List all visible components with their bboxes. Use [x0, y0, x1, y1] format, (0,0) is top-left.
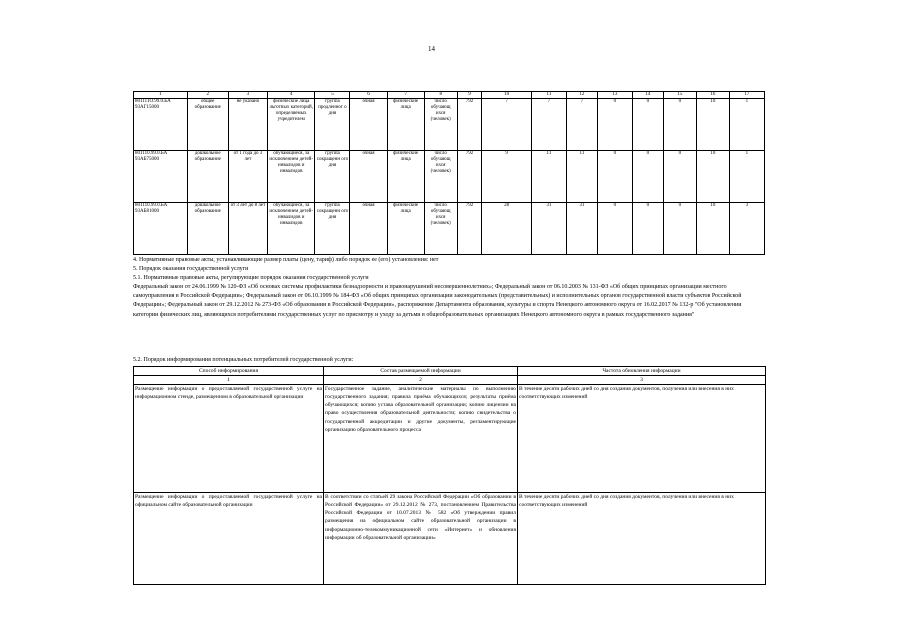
table-cell: 801110.99.0.БА 93АБ75000 [134, 151, 188, 203]
table-cell: обучающиеся, за исключением детей-инвалидов и инвалидов [268, 151, 315, 203]
table-cell: 10 [696, 99, 729, 151]
table-cell: физические лица [387, 151, 424, 203]
col-number: 8 [424, 92, 457, 99]
paragraph-4: 4. Нормативные правовые акты, устанавливающие размер платы (цену, тариф) либо порядок ее (его) установления: нет [133, 257, 439, 263]
table-cell: очная [350, 99, 387, 151]
col-number: 4 [268, 92, 315, 99]
table2-header-row [134, 367, 766, 376]
table-row [134, 493, 766, 585]
table2-number-row [134, 376, 766, 385]
table-cell: число обучающ ихся (человек) [424, 203, 457, 255]
table-cell: физические лица [387, 99, 424, 151]
table-row [134, 203, 765, 255]
paragraph-5-2: 5.2. Порядок информирования потенциальных потребителей государственной услуги: [133, 357, 354, 363]
table-cell: 792 [457, 151, 482, 203]
table-cell: 11 [531, 151, 566, 203]
col-number: 1 [134, 92, 188, 99]
table-cell: дошкольное образование [187, 203, 228, 255]
frequency-cell: В течение десяти рабочих дней со дня создания документов, получения или внесения в них соответствующих изменений [518, 385, 766, 493]
paragraph-5-1-body: Федеральный закон от 24.06.1999 № 120-ФЗ «Об основах системы профилактики безнадзорности и правонарушений несовершеннолетних»; Федеральный закон от 06.10.2003 № 131-ФЗ «Об общих принципах организации местного самоуправления в Российской Федерации»; Федеральный закон от 06.10.1999 № 184-ФЗ «Об общих принципах организации законодательных (представительных) и исполнительных органов государственной власти субъектов Российской Федерации»; Федеральный закон от 29.12.2012 № 273-ФЗ «Об образовании в Российской Федерации», распоряжение Департамента образования, культуры и спорта Ненецкого автономного округа от 16.02.2017 № 132-р "Об установлении категории физических лиц, являющихся потребителями государственных услуг по присмотру и уходу за детьми в общеобразовательных организациях Ненецкого автономного округа в рамках государственного задания" [133, 284, 742, 318]
table-cell: 7 [566, 99, 597, 151]
col-number: 1 [134, 376, 324, 385]
table-row [134, 151, 765, 203]
table-cell: 9 [482, 151, 531, 203]
table-cell: 3 [729, 203, 764, 255]
table-cell: от 1 года до 3 лет [228, 151, 267, 203]
table-cell: число обучающ ихся (человек) [424, 99, 457, 151]
content-cell: Государственное задание, аналитические материалы по выполнению государственного задания; правила приёма обучающихся; результаты приёма обучающихся; копию устава образовательной организации; копию лицензии на право осуществления образовательной деятельности; копию свидетельства о государственной аккредитации и другие документы, регламентирующие организацию образовательного процесса [324, 385, 518, 493]
table-cell: группа продленног о дня [315, 99, 350, 151]
table-cell: очная [350, 203, 387, 255]
table-cell: 0 [663, 203, 696, 255]
table-cell: 801110.99.0.БА 93АБ81000 [134, 203, 188, 255]
services-volume-table [133, 91, 765, 255]
col-number: 3 [518, 376, 766, 385]
table-cell: группа сокращенн ого дня [315, 203, 350, 255]
page-number: 14 [428, 45, 435, 53]
table-cell: 7 [482, 99, 531, 151]
table-cell: 0 [663, 99, 696, 151]
col-number: 5 [315, 92, 350, 99]
col-number: 3 [228, 92, 267, 99]
header-content: Состав размещаемой информации [324, 367, 518, 376]
table-cell: от 3 лет до 8 лет [228, 203, 267, 255]
table-cell: 792 [457, 99, 482, 151]
table-cell: 10 [696, 203, 729, 255]
header-method: Способ информирования [134, 367, 324, 376]
table1-column-numbers [134, 92, 765, 99]
table-cell: 0 [663, 151, 696, 203]
table-cell: очная [350, 151, 387, 203]
paragraph-5: 5. Порядок оказания государственной услуги [133, 266, 249, 273]
legal-acts-section [133, 256, 765, 320]
table-cell: 0 [632, 99, 663, 151]
table-cell: 801111О.99.0.БА 93АГ15000 [134, 99, 188, 151]
col-number: 9 [457, 92, 482, 99]
table-cell: 0 [632, 151, 663, 203]
informing-table [133, 366, 766, 585]
table-row [134, 385, 766, 493]
table-cell: 31 [531, 203, 566, 255]
col-number: 2 [187, 92, 228, 99]
table-cell: 10 [696, 151, 729, 203]
table-cell: 31 [566, 203, 597, 255]
table-cell: физические лица [387, 203, 424, 255]
table-cell: 7 [531, 99, 566, 151]
table-cell: общее образование [187, 99, 228, 151]
header-frequency: Частота обновления информации [518, 367, 766, 376]
table-cell: 0 [597, 151, 632, 203]
table-cell: не указано [228, 99, 267, 151]
col-number: 2 [324, 376, 518, 385]
table-row [134, 99, 765, 151]
table-cell: 1 [729, 151, 764, 203]
col-number: 12 [566, 92, 597, 99]
paragraph-5-1: 5.1. Нормативные правовые акты, регулирующие порядок оказания государственной услуги [133, 275, 369, 282]
col-number: 15 [663, 92, 696, 99]
col-number: 10 [482, 92, 531, 99]
table-cell: число обучающ ихся (человек) [424, 151, 457, 203]
table-cell: 0 [597, 203, 632, 255]
col-number: 7 [387, 92, 424, 99]
frequency-cell: В течение десяти рабочих дней со дня создания документов, получения или внесения в них соответствующих изменений [518, 493, 766, 585]
table-cell: 0 [632, 203, 663, 255]
col-number: 17 [729, 92, 764, 99]
content-cell: В соответствии со статьей 29 закона Российской Федерации «Об образовании в Российской Федерации» от 29.12.2012 № 273, постановлением Правительства Российской Федерации от 10.07.2013 № 582 «Об утверждении правил размещения на официальном сайте образовательной организации в информационно-телекоммуникационной сети «Интернет» и обновления информации об образовательной организации» [324, 493, 518, 585]
col-number: 16 [696, 92, 729, 99]
col-number: 14 [632, 92, 663, 99]
table-cell: группа сокращенн ого дня [315, 151, 350, 203]
col-number: 13 [597, 92, 632, 99]
table-cell: физические лица льготных категорий, определяемых учредителем [268, 99, 315, 151]
table-cell: 792 [457, 203, 482, 255]
table-cell: 11 [566, 151, 597, 203]
method-cell: Размещение информации о предоставляемой государственной услуге на информационном стенде, размещенном в образовательной организации [134, 385, 324, 493]
table-cell: 1 [729, 99, 764, 151]
table-cell: 0 [597, 99, 632, 151]
table-cell: 28 [482, 203, 531, 255]
table-cell: обучающиеся, за исключением детей-инвалидов и инвалидов [268, 203, 315, 255]
table-cell: дошкольное образование [187, 151, 228, 203]
col-number: 11 [531, 92, 566, 99]
col-number: 6 [350, 92, 387, 99]
method-cell: Размещение информации о предоставляемой государственной услуге на официальном сайте образовательной организации [134, 493, 324, 585]
